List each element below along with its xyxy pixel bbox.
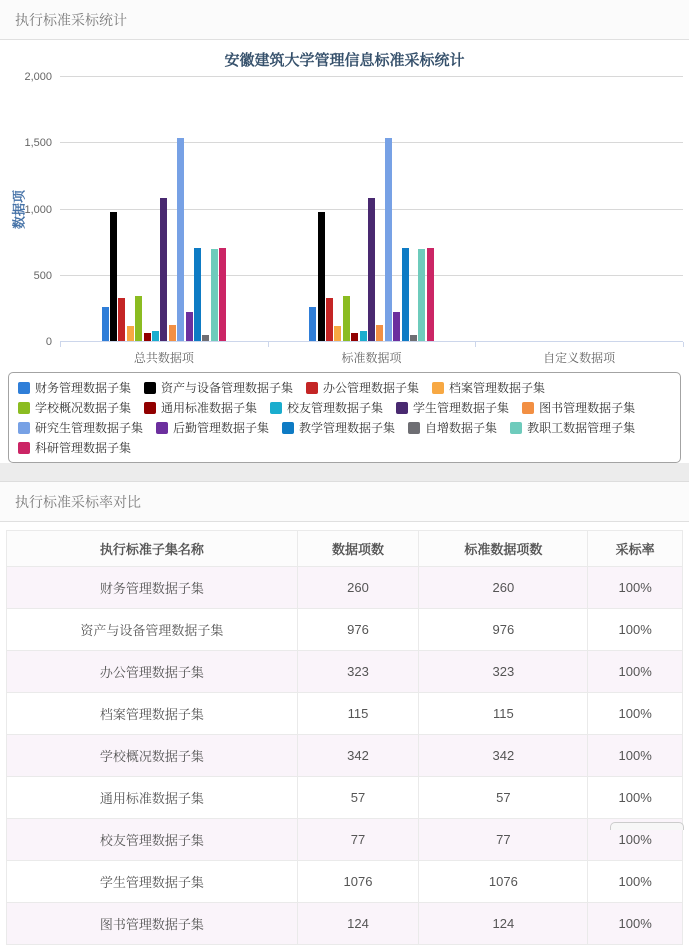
column-chart [0, 40, 689, 365]
legend-item[interactable] [18, 399, 131, 416]
legend-item[interactable] [18, 439, 131, 456]
bar-财务管理数据子集[interactable] [309, 307, 316, 341]
legend-label: 科研管理数据子集 [35, 441, 132, 455]
bar-档案管理数据子集[interactable] [127, 326, 134, 341]
table-cell: 976 [297, 609, 419, 651]
bar-教学管理数据子集[interactable] [194, 248, 201, 341]
legend-label: 办公管理数据子集 [323, 381, 420, 395]
xaxis-category-label: 总共数据项 [133, 351, 194, 365]
xaxis-tick [683, 342, 684, 347]
table-cell: 77 [297, 819, 419, 861]
table-cell: 57 [297, 777, 419, 819]
ytick-label: 2,000 [24, 71, 52, 83]
table-cell: 图书管理数据子集 [7, 903, 298, 945]
legend-swatch-icon [282, 422, 294, 434]
xaxis-tick [268, 342, 269, 347]
legend-swatch-icon [144, 382, 156, 394]
legend-item[interactable] [306, 379, 419, 396]
table-cell: 100% [588, 819, 683, 861]
legend-label: 资产与设备管理数据子集 [161, 381, 294, 395]
legend-swatch-icon [306, 382, 318, 394]
bar-教职工数据管理子集[interactable] [211, 249, 218, 341]
table-cell: 100% [588, 777, 683, 819]
legend-swatch-icon [18, 422, 30, 434]
table-row [7, 903, 683, 945]
table-cell: 77 [419, 819, 588, 861]
legend-item[interactable] [510, 419, 635, 436]
table-cell: 260 [297, 567, 419, 609]
bar-学校概况数据子集[interactable] [343, 296, 350, 341]
table-cell: 1076 [297, 861, 419, 903]
table-cell: 资产与设备管理数据子集 [7, 609, 298, 651]
xaxis-category-label: 标准数据项 [341, 351, 402, 365]
table-row [7, 777, 683, 819]
panel2-title: 执行标准采标率对比 [0, 482, 689, 522]
table-cell: 260 [419, 567, 588, 609]
bar-财务管理数据子集[interactable] [102, 307, 109, 341]
legend-label: 教学管理数据子集 [299, 421, 396, 435]
table-header-cell: 执行标准子集名称 [7, 531, 298, 567]
legend-swatch-icon [18, 382, 30, 394]
table-row [7, 861, 683, 903]
table-cell: 校友管理数据子集 [7, 819, 298, 861]
ytick-label: 1,500 [24, 137, 52, 150]
bar-后勤管理数据子集[interactable] [186, 312, 193, 341]
legend-swatch-icon [18, 402, 30, 414]
table-cell: 57 [419, 777, 588, 819]
legend-item[interactable] [396, 399, 509, 416]
legend-label: 校友管理数据子集 [287, 401, 384, 415]
gridline [60, 76, 683, 77]
table-row [7, 819, 683, 861]
legend-label: 后勤管理数据子集 [173, 421, 270, 435]
bar-办公管理数据子集[interactable] [326, 298, 333, 341]
legend-label: 学校概况数据子集 [35, 401, 132, 415]
xaxis-category-label: 自定义数据项 [543, 351, 616, 365]
table-cell: 342 [297, 735, 419, 777]
bar-学校概况数据子集[interactable] [135, 296, 142, 341]
legend-swatch-icon [510, 422, 522, 434]
table-cell: 115 [419, 693, 588, 735]
legend-item[interactable] [18, 379, 131, 396]
table-row [7, 651, 683, 693]
bar-办公管理数据子集[interactable] [118, 298, 125, 341]
table-cell: 100% [588, 861, 683, 903]
legend-label: 通用标准数据子集 [161, 401, 258, 415]
table-cell: 学校概况数据子集 [7, 735, 298, 777]
bar-科研管理数据子集[interactable] [427, 248, 434, 341]
bar-教职工数据管理子集[interactable] [418, 249, 425, 341]
legend-swatch-icon [270, 402, 282, 414]
legend-label: 自增数据子集 [425, 421, 498, 435]
table-row [7, 735, 683, 777]
table-cell: 100% [588, 651, 683, 693]
bar-研究生管理数据子集[interactable] [385, 138, 392, 341]
legend-item[interactable] [408, 419, 497, 436]
legend-label: 教职工数据管理子集 [527, 421, 636, 435]
table-cell: 124 [297, 903, 419, 945]
bar-图书管理数据子集[interactable] [169, 325, 176, 341]
bar-自增数据子集[interactable] [202, 335, 209, 341]
bar-学生管理数据子集[interactable] [160, 198, 167, 341]
table-row [7, 693, 683, 735]
bar-校友管理数据子集[interactable] [152, 331, 159, 341]
table-cell: 财务管理数据子集 [7, 567, 298, 609]
table-cell: 100% [588, 693, 683, 735]
table-cell: 323 [419, 651, 588, 693]
table-cell: 976 [419, 609, 588, 651]
bar-档案管理数据子集[interactable] [334, 326, 341, 341]
table-row [7, 567, 683, 609]
legend-swatch-icon [18, 442, 30, 454]
table-cell: 115 [297, 693, 419, 735]
table-cell: 100% [588, 609, 683, 651]
legend-item[interactable] [144, 379, 293, 396]
panel1-title: 执行标准采标统计 [0, 0, 689, 40]
bar-自增数据子集[interactable] [410, 335, 417, 341]
table-cell: 124 [419, 903, 588, 945]
bar-图书管理数据子集[interactable] [376, 325, 383, 341]
table-header-row [7, 531, 683, 567]
bottom-cutoff-button[interactable] [610, 822, 684, 830]
legend-item[interactable] [18, 419, 143, 436]
legend-item[interactable] [522, 399, 635, 416]
adoption-rate-panel [0, 481, 689, 945]
standards-statistics-panel [0, 0, 689, 463]
ytick-label: 0 [45, 336, 52, 348]
bar-校友管理数据子集[interactable] [360, 331, 367, 341]
bar-通用标准数据子集[interactable] [351, 333, 358, 341]
table-row [7, 609, 683, 651]
bar-科研管理数据子集[interactable] [219, 248, 226, 341]
bar-资产与设备管理数据子集[interactable] [318, 212, 325, 341]
chart-legend [8, 372, 681, 463]
table-cell: 办公管理数据子集 [7, 651, 298, 693]
bar-学生管理数据子集[interactable] [368, 198, 375, 341]
ytick-label: 500 [33, 269, 52, 282]
legend-swatch-icon [408, 422, 420, 434]
table-cell: 100% [588, 903, 683, 945]
legend-item[interactable] [270, 399, 383, 416]
table-header-cell: 采标率 [588, 531, 683, 567]
xaxis-tick [475, 342, 476, 347]
table-cell: 100% [588, 735, 683, 777]
legend-swatch-icon [144, 402, 156, 414]
bar-后勤管理数据子集[interactable] [393, 312, 400, 341]
yaxis-title: 数据项 [11, 190, 27, 230]
table-cell: 1076 [419, 861, 588, 903]
legend-label: 财务管理数据子集 [35, 381, 132, 395]
table-header-cell: 标准数据项数 [419, 531, 588, 567]
adoption-rate-table [6, 530, 683, 945]
ytick-label: 1,000 [24, 203, 52, 216]
legend-swatch-icon [396, 402, 408, 414]
table-cell: 342 [419, 735, 588, 777]
table-cell: 323 [297, 651, 419, 693]
legend-label: 图书管理数据子集 [539, 401, 636, 415]
legend-label: 学生管理数据子集 [413, 401, 510, 415]
xaxis-tick [60, 342, 61, 347]
chart-title: 安徽建筑大学管理信息标准采标统计 [224, 52, 465, 69]
table-cell: 档案管理数据子集 [7, 693, 298, 735]
table-cell: 学生管理数据子集 [7, 861, 298, 903]
legend-item[interactable] [156, 419, 269, 436]
table-cell: 100% [588, 567, 683, 609]
plot-area [60, 77, 683, 342]
legend-item[interactable] [282, 419, 395, 436]
legend-swatch-icon [156, 422, 168, 434]
table-header-cell: 数据项数 [297, 531, 419, 567]
legend-label: 研究生管理数据子集 [35, 421, 144, 435]
gridline [60, 142, 683, 143]
legend-item[interactable] [144, 399, 257, 416]
legend-swatch-icon [432, 382, 444, 394]
legend-swatch-icon [522, 402, 534, 414]
bar-研究生管理数据子集[interactable] [177, 138, 184, 341]
table-cell: 通用标准数据子集 [7, 777, 298, 819]
bar-通用标准数据子集[interactable] [144, 333, 151, 341]
legend-label: 档案管理数据子集 [449, 381, 546, 395]
bar-资产与设备管理数据子集[interactable] [110, 212, 117, 341]
legend-item[interactable] [432, 379, 545, 396]
bar-教学管理数据子集[interactable] [402, 248, 409, 341]
